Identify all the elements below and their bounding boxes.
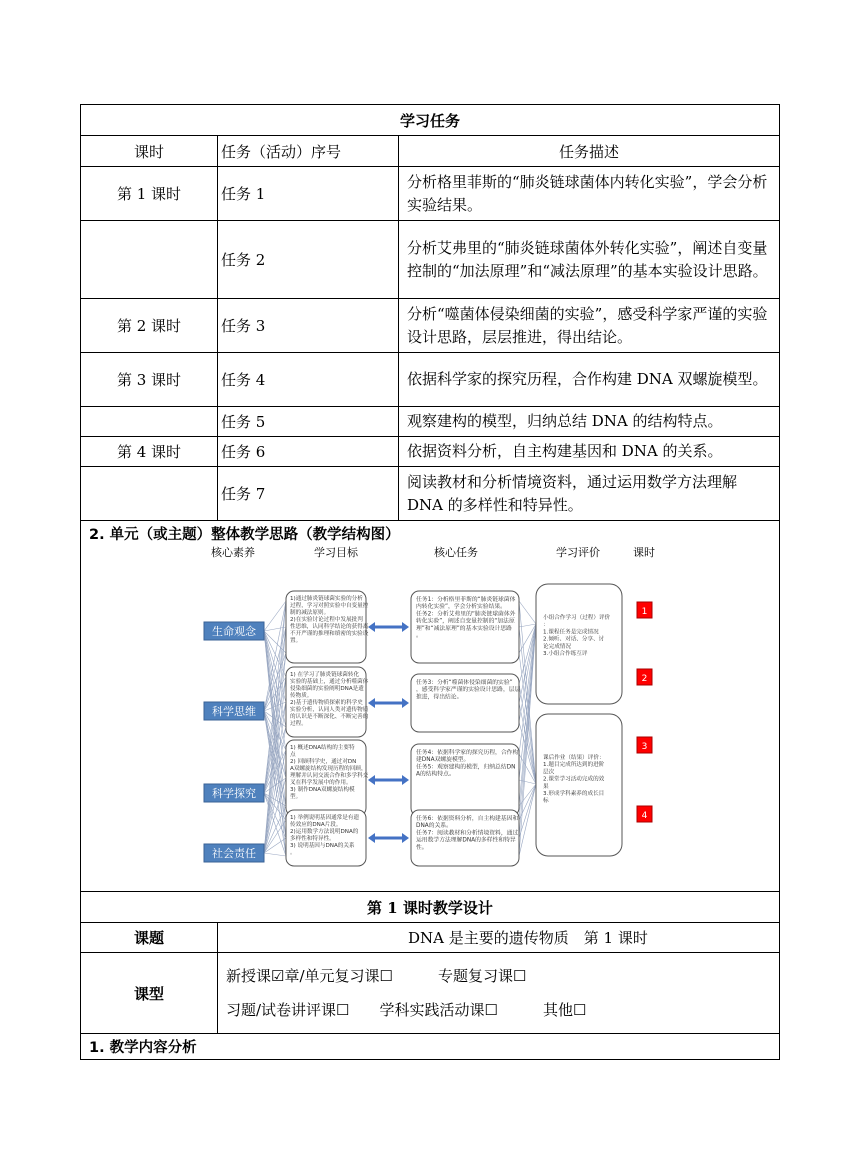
evaluation-text: 1.题目完成所达到的进阶 — [543, 762, 605, 769]
arrow-head — [368, 775, 375, 785]
evaluation-text: 论完成情况 — [543, 643, 571, 650]
lesson-number: 1 — [641, 607, 648, 617]
core-task-text: 运用数学方法理解DNA的多样性和特异 — [416, 837, 516, 844]
header-lesson: 课时 — [81, 136, 218, 167]
core-task-text: 任务4：依据科学家的探究历程，合作构 — [416, 750, 519, 756]
evaluation-text: 1.课程任务是完成情况 — [543, 629, 599, 636]
goal-text: 多样性和特异性。 — [290, 836, 335, 842]
arrow-head — [368, 698, 375, 708]
core-task-text: 推进，得出结论。 — [416, 694, 463, 701]
goal-text: 实验的基础上，通过分析噬菌体 — [290, 679, 369, 685]
goal-text: 理解并认同交流合作和多学科交 — [290, 773, 369, 779]
column-title: 学习评价 — [556, 546, 600, 559]
task-row — [81, 467, 780, 521]
goal-text: 1)通过肺炎链球菌实验的分析 — [290, 596, 363, 602]
section-title: 学习任务 — [81, 105, 780, 136]
goal-text: 性思维，认同科学结论的获得离 — [290, 624, 369, 630]
core-task-text: 任务3：分析“噬菌体侵染细菌的实验” — [416, 680, 513, 686]
core-task-text: 性。 — [416, 844, 428, 851]
core-task-text: A的结构特点。 — [416, 771, 455, 778]
evaluation-text: ： — [543, 622, 549, 629]
content-analysis-heading: 1. 教学内容分析 — [81, 1034, 780, 1060]
evaluation-text: 标 — [543, 798, 549, 805]
goal-text: 过程。 — [290, 721, 307, 727]
goal-text: 置。 — [290, 638, 302, 644]
goal-text: 点 — [290, 752, 296, 758]
learning-task-table — [80, 104, 780, 1060]
desc-cell: 分析格里菲斯的“肺炎链球菌体内转化实验”，学会分析实验结果。 — [399, 167, 780, 221]
goal-text: 2)运用数学方法说明DNA的 — [290, 829, 359, 835]
goal-text: 3) 说明基因与DNA的关系 — [290, 843, 355, 849]
literacy-label: 生命观念 — [212, 625, 256, 638]
core-task-text: 内转化实验”，学会分析实验结果。 — [416, 604, 506, 611]
goal-text: 侵染细菌的实验阐明DNA是遗 — [290, 686, 364, 692]
desc-cell: 观察建构的模型，归纳总结 DNA 的结构特点。 — [399, 407, 780, 437]
goal-text: 1) 举例说明基因通常是有遗 — [290, 815, 360, 821]
core-task-text: 任务7：阅读教材和分析情境资料，通过 — [416, 830, 519, 837]
arrow-head — [402, 622, 409, 632]
type-line-1: 新授课☑章/单元复习课☐ 专题复习课☐ — [226, 967, 527, 985]
type-label: 课型 — [81, 953, 218, 1034]
arrow-head — [402, 698, 409, 708]
task-cell: 任务 2 — [218, 221, 399, 299]
structure-diagram-cell — [81, 521, 780, 892]
column-title: 课时 — [633, 546, 655, 559]
desc-cell: 阅读教材和分析情境资料，通过运用数学方法理解 DNA 的多样性和特异性。 — [399, 467, 780, 521]
core-task-text: 转化实验”，阐述自变量控制的“加法原 — [416, 618, 515, 625]
goal-text: 2)基于遗传物质探索的科学史 — [290, 700, 363, 706]
type-options — [218, 953, 780, 1034]
task-cell: 任务 5 — [218, 407, 399, 437]
goal-text: 传物质。 — [290, 693, 313, 699]
goal-text: 的认识是不断深化、不断完善的 — [290, 714, 369, 720]
core-task-text: ，感受科学家严谨的实验设计思路，层层 — [416, 687, 521, 694]
goal-text: 3) 制作DNA双螺旋结构模 — [290, 787, 355, 793]
evaluation-text: 果 — [543, 783, 549, 790]
arrow-head — [402, 833, 409, 843]
task-cell: 任务 3 — [218, 299, 399, 353]
diagram-heading: 2. 单元（或主题）整体教学思路（教学结构图） — [89, 527, 400, 543]
teaching-structure-diagram — [81, 544, 779, 884]
task-row — [81, 221, 780, 299]
desc-cell: 分析“噬菌体侵染细菌的实验”，感受科学家严谨的实验设计思路，层层推进，得出结论。 — [399, 299, 780, 353]
goal-text: 。 — [290, 850, 296, 856]
task-cell: 任务 1 — [218, 167, 399, 221]
topic-label: 课题 — [81, 923, 218, 953]
evaluation-box — [536, 714, 622, 856]
task-cell: 任务 4 — [218, 353, 399, 407]
desc-cell: 分析艾弗里的“肺炎链球菌体外转化实验”，阐述自变量控制的“加法原理”和“减法原理”的基本实验设计思路。 — [399, 221, 780, 299]
goal-text: 实验分析，认同人类对遗传物质 — [290, 707, 369, 713]
arrow-head — [368, 622, 375, 632]
lesson-cell: 第 1 课时 — [81, 167, 218, 221]
column-title: 学习目标 — [314, 546, 358, 559]
arrow-head — [368, 833, 375, 843]
connector-line — [519, 601, 536, 624]
task-row — [81, 407, 780, 437]
evaluation-text: 层次 — [543, 769, 555, 776]
core-task-text: 任务6：依据资料分析，自主构建基因和 — [416, 816, 519, 822]
task-cell: 任务 7 — [218, 467, 399, 521]
desc-cell: 依据科学家的探究历程，合作构建 DNA 双螺旋模型。 — [399, 353, 780, 407]
goal-text: 1) 在学习了肺炎链球菌转化 — [290, 672, 360, 678]
column-title: 核心素养 — [211, 546, 255, 559]
header-desc: 任务描述 — [399, 136, 780, 167]
task-cell: 任务 6 — [218, 437, 399, 467]
lesson-number: 4 — [641, 811, 648, 821]
evaluation-text: 3.形成学科素养的成长目 — [543, 791, 605, 797]
core-task-text: 理”和“减法原理”的基本实验设计思路 — [416, 625, 512, 632]
evaluation-text: 3.小组合作练互评 — [543, 651, 588, 657]
header-task: 任务（活动）序号 — [218, 136, 399, 167]
goal-text: A双螺旋结构发现历程的回顾， — [290, 766, 367, 772]
evaluation-text: 课后作业（结果）评价： — [543, 755, 605, 761]
connector-line — [264, 853, 286, 856]
connector-line — [264, 631, 286, 727]
task-row — [81, 167, 780, 221]
goal-text: 叉在科学发展中的作用。 — [290, 780, 352, 786]
lesson-cell — [81, 467, 218, 521]
core-task-text: DNA的关系。 — [416, 823, 452, 830]
task-row — [81, 353, 780, 407]
core-task-text: 任务2：分析艾弗里的“肺炎链球菌体外 — [416, 611, 516, 618]
core-task-text: 建DNA双螺旋模型。 — [416, 757, 470, 764]
goal-text: 过程，学习对照实验中自变量控 — [290, 603, 369, 609]
goal-text: 不开严谨的推理和缜密的实验设 — [290, 631, 369, 637]
document — [80, 104, 780, 1060]
arrow-head — [402, 775, 409, 785]
core-task-text: 任务5：观察建构的模型，归纳总结DN — [416, 764, 516, 771]
goal-text: 2)在实验讨论过程中发展批判 — [290, 617, 363, 623]
goal-text: 制的减法原则。 — [290, 610, 330, 616]
evaluation-text: 2.课堂学习活动完成的效 — [543, 776, 605, 783]
column-title: 核心任务 — [434, 546, 478, 559]
core-task-text: 任务1：分析格里菲斯的“肺炎链球菌体 — [416, 597, 516, 603]
literacy-label: 科学探究 — [212, 787, 256, 800]
core-task-text: 。 — [416, 633, 422, 639]
lesson-design-title: 第 1 课时教学设计 — [81, 892, 780, 923]
goal-text: 1) 概述DNA结构的主要特 — [290, 745, 355, 751]
lesson-cell — [81, 221, 218, 299]
goal-text: 2) 回顾科学史，通过对DN — [290, 759, 357, 765]
task-row — [81, 437, 780, 467]
lesson-cell: 第 4 课时 — [81, 437, 218, 467]
task-row — [81, 299, 780, 353]
literacy-label: 社会责任 — [212, 847, 256, 860]
lesson-number: 2 — [641, 674, 648, 684]
evaluation-text: 2.倾听、对话、分享、讨 — [543, 636, 605, 643]
goal-text: 型。 — [290, 794, 302, 800]
goal-text: 传效应的DNA片段。 — [290, 822, 342, 828]
lesson-cell: 第 3 课时 — [81, 353, 218, 407]
lesson-number: 3 — [641, 742, 648, 752]
lesson-cell — [81, 407, 218, 437]
topic-value: DNA 是主要的遗传物质 第 1 课时 — [218, 923, 780, 953]
evaluation-text: 小组合作学习（过程）评价 — [543, 615, 611, 621]
type-line-2: 习题/试卷讲评课☐ 学科实践活动课☐ 其他☐ — [226, 1001, 587, 1019]
literacy-label: 科学思维 — [212, 705, 256, 718]
desc-cell: 依据资料分析，自主构建基因和 DNA 的关系。 — [399, 437, 780, 467]
lesson-cell: 第 2 课时 — [81, 299, 218, 353]
